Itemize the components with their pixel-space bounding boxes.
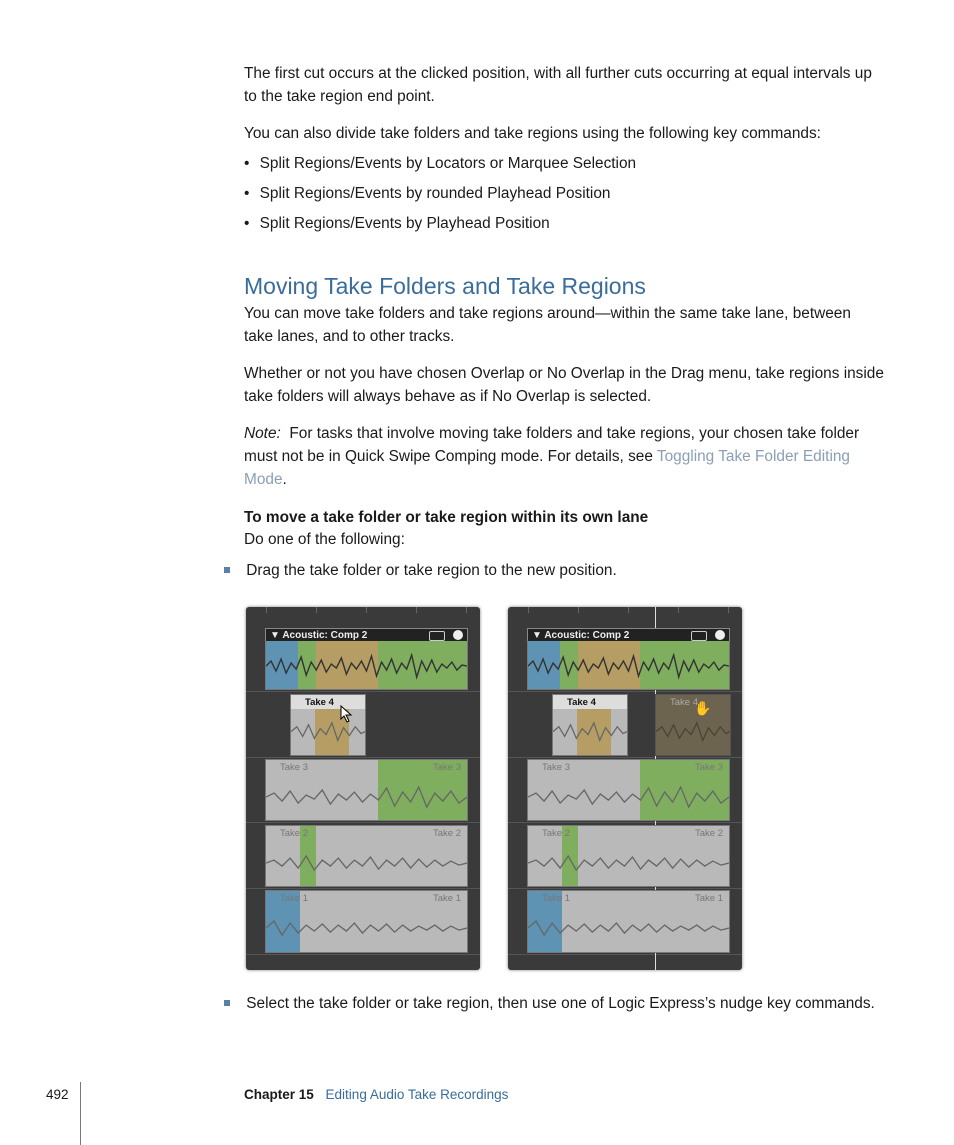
paragraph-cut-position: The first cut occurs at the clicked position, with all further cuts occurring at equal intervals up to the take region end point. bbox=[244, 65, 872, 105]
take3-region[interactable] bbox=[527, 759, 730, 821]
take3-label-right: Take 3 bbox=[695, 762, 723, 773]
bullet-dot: • bbox=[244, 185, 250, 202]
note-end: . bbox=[282, 471, 287, 488]
disclosure-triangle-icon[interactable]: ▼ bbox=[270, 630, 280, 641]
take4-label: Take 4 bbox=[305, 697, 334, 708]
bullet-text: Split Regions/Events by Playhead Position bbox=[259, 215, 550, 232]
folder-label: Acoustic: Comp 2 bbox=[282, 630, 368, 641]
take1-label: Take 1 bbox=[280, 893, 308, 904]
note-label: Note: bbox=[244, 425, 281, 442]
step-item bbox=[224, 992, 875, 1015]
take4-region[interactable] bbox=[290, 694, 366, 756]
take3-label: Take 3 bbox=[280, 762, 308, 773]
square-bullet-icon bbox=[224, 567, 230, 573]
footer-divider bbox=[80, 1082, 81, 1145]
take2-label-right: Take 2 bbox=[433, 828, 461, 839]
take3-label-right: Take 3 bbox=[433, 762, 461, 773]
bullet-dot: • bbox=[244, 215, 250, 232]
footer-chapter bbox=[244, 1087, 508, 1102]
section-heading: Moving Take Folders and Take Regions bbox=[244, 273, 646, 299]
list-item bbox=[244, 212, 550, 235]
hand-cursor-icon: ✋ bbox=[694, 700, 712, 716]
take4-ghost-label: Take 4 bbox=[670, 697, 698, 708]
square-bullet-icon bbox=[224, 1000, 230, 1006]
comp-region[interactable] bbox=[527, 641, 730, 690]
take4-label: Take 4 bbox=[567, 697, 596, 708]
take4-drag-ghost[interactable] bbox=[655, 694, 731, 756]
step-text: Drag the take folder or take region to the new position. bbox=[246, 562, 617, 579]
take-folder-header[interactable] bbox=[527, 628, 730, 641]
task-intro: Do one of the following: bbox=[244, 531, 405, 548]
chapter-title: Editing Audio Take Recordings bbox=[325, 1087, 509, 1102]
toggling-mode-link[interactable]: Toggling Take Folder Editing Mode bbox=[244, 448, 850, 488]
take2-region[interactable] bbox=[527, 825, 730, 887]
step-text: Select the take folder or take region, then use one of Logic Express’s nudge key commands. bbox=[246, 995, 875, 1012]
take1-region[interactable] bbox=[265, 890, 468, 953]
paragraph-move-intro: You can move take folders and take regions around—within the same take lane, between take lanes, and to other tracks. bbox=[244, 305, 851, 345]
list-item bbox=[244, 182, 610, 205]
note-text: For tasks that involve moving take folders and take regions, your chosen take folder must not be in Quick Swipe Comping mode. For details, see bbox=[244, 425, 860, 465]
take2-label-right: Take 2 bbox=[695, 828, 723, 839]
paragraph-overlap: Whether or not you have chosen Overlap or No Overlap in the Drag menu, take regions inside take folders will always behave as if No Overlap is selected. bbox=[244, 365, 884, 405]
arrow-cursor-icon bbox=[340, 705, 354, 723]
flatten-icon[interactable] bbox=[691, 631, 707, 641]
take2-label: Take 2 bbox=[542, 828, 570, 839]
take1-label-right: Take 1 bbox=[695, 893, 723, 904]
bullet-dot: • bbox=[244, 155, 250, 172]
folder-menu-icon[interactable] bbox=[715, 630, 725, 640]
step-item bbox=[224, 559, 617, 582]
take1-region[interactable] bbox=[527, 890, 730, 953]
comp-region[interactable] bbox=[265, 641, 468, 690]
take2-label: Take 2 bbox=[280, 828, 308, 839]
folder-menu-icon[interactable] bbox=[453, 630, 463, 640]
folder-label: Acoustic: Comp 2 bbox=[544, 630, 630, 641]
take1-label-right: Take 1 bbox=[433, 893, 461, 904]
flatten-icon[interactable] bbox=[429, 631, 445, 641]
take-folder-header[interactable] bbox=[265, 628, 468, 641]
bullet-text: Split Regions/Events by rounded Playhead Position bbox=[259, 185, 611, 202]
note-paragraph bbox=[244, 422, 884, 491]
bullet-text: Split Regions/Events by Locators or Marquee Selection bbox=[259, 155, 637, 172]
list-item bbox=[244, 152, 636, 175]
page-number: 492 bbox=[46, 1087, 69, 1102]
take2-region[interactable] bbox=[265, 825, 468, 887]
take1-label: Take 1 bbox=[542, 893, 570, 904]
task-heading: To move a take folder or take region within its own lane bbox=[244, 509, 649, 526]
take4-region[interactable] bbox=[552, 694, 628, 756]
paragraph-key-commands: You can also divide take folders and take regions using the following key commands: bbox=[244, 125, 821, 142]
take3-region[interactable] bbox=[265, 759, 468, 821]
take3-label: Take 3 bbox=[542, 762, 570, 773]
screenshot-after bbox=[508, 607, 742, 970]
screenshot-before bbox=[246, 607, 480, 970]
chapter-number: Chapter 15 bbox=[244, 1087, 314, 1102]
disclosure-triangle-icon[interactable]: ▼ bbox=[532, 630, 542, 641]
